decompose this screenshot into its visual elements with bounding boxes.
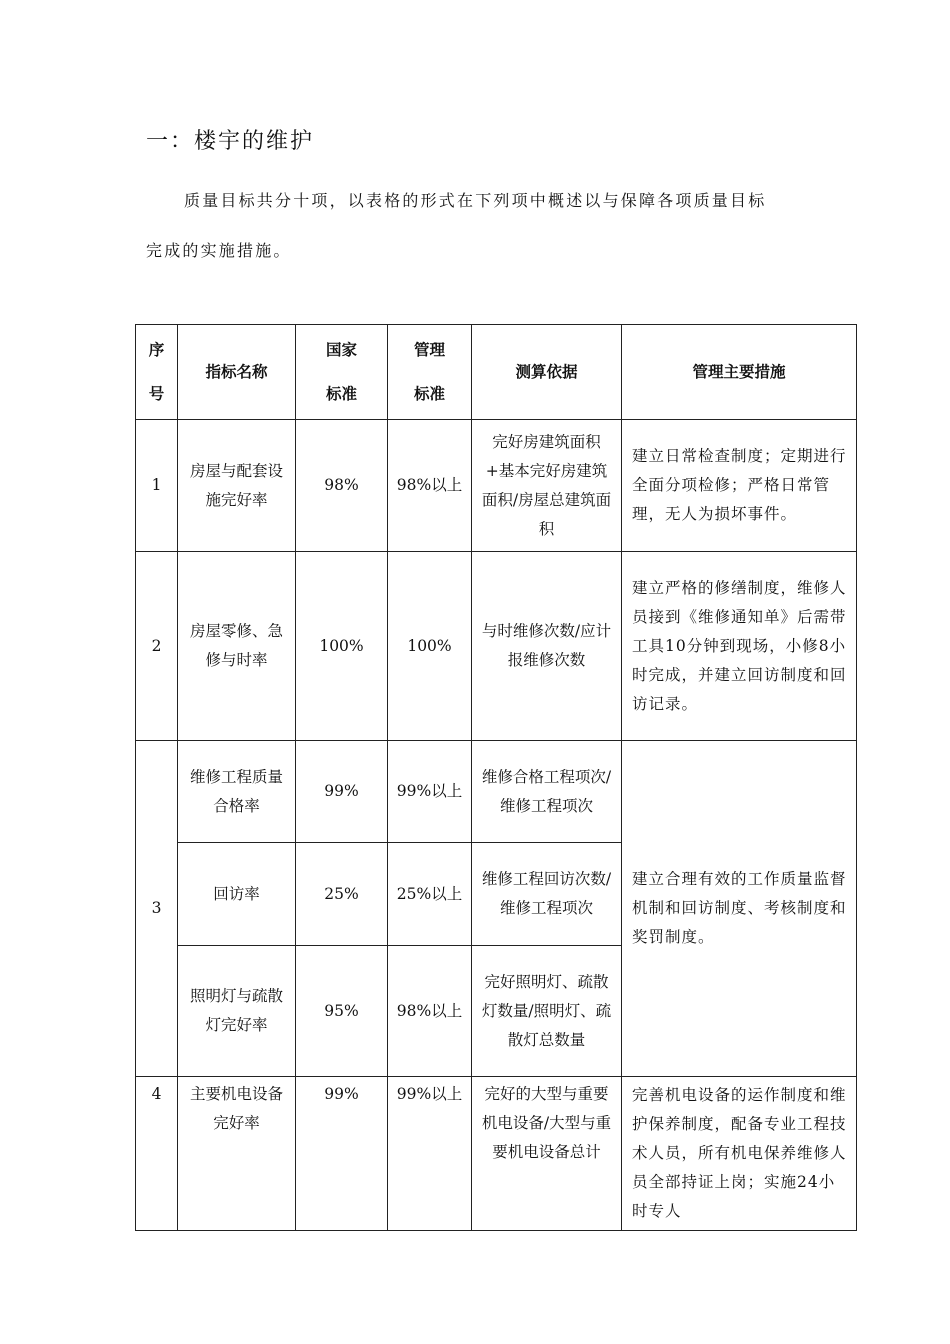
cell-basis: 完好房建筑面积+基本完好房建筑面积/房屋总建筑面积 <box>472 420 622 552</box>
table-header-row <box>136 325 857 420</box>
header-name: 指标名称 <box>178 325 296 420</box>
cell-basis: 与时维修次数/应计报维修次数 <box>472 552 622 741</box>
cell-seq: 2 <box>136 552 178 741</box>
table-row <box>136 420 857 552</box>
cell-basis: 维修合格工程项次/维修工程项次 <box>472 741 622 843</box>
cell-name: 主要机电设备完好率 <box>178 1077 296 1231</box>
cell-name: 房屋与配套设施完好率 <box>178 420 296 552</box>
table-row <box>136 552 857 741</box>
cell-national: 100% <box>296 552 388 741</box>
cell-national: 99% <box>296 741 388 843</box>
cell-mgmt: 98%以上 <box>388 946 472 1077</box>
cell-seq: 4 <box>136 1077 178 1231</box>
header-basis: 测算依据 <box>472 325 622 420</box>
cell-national: 99% <box>296 1077 388 1231</box>
cell-name: 回访率 <box>178 843 296 946</box>
cell-national: 95% <box>296 946 388 1077</box>
cell-measures: 建立合理有效的工作质量监督机制和回访制度、考核制度和奖罚制度。 <box>622 741 857 1077</box>
cell-mgmt: 100% <box>388 552 472 741</box>
cell-national: 25% <box>296 843 388 946</box>
cell-mgmt: 99%以上 <box>388 1077 472 1231</box>
cell-measures: 完善机电设备的运作制度和维护保养制度，配备专业工程技术人员，所有机电保养维修人员全部持证上岗；实施24小时专人 <box>622 1077 857 1231</box>
header-mgmt: 管理 标准 <box>388 325 472 420</box>
cell-national: 98% <box>296 420 388 552</box>
cell-basis: 完好照明灯、疏散灯数量/照明灯、疏散灯总数量 <box>472 946 622 1077</box>
header-seq: 序 号 <box>136 325 178 420</box>
quality-target-table <box>135 324 857 1231</box>
header-national: 国家 标准 <box>296 325 388 420</box>
cell-mgmt: 98%以上 <box>388 420 472 552</box>
table-row <box>136 1077 857 1231</box>
cell-seq: 1 <box>136 420 178 552</box>
cell-measures: 建立日常检查制度；定期进行全面分项检修；严格日常管理，无人为损坏事件。 <box>622 420 857 552</box>
cell-name: 房屋零修、急修与时率 <box>178 552 296 741</box>
cell-basis: 完好的大型与重要机电设备/大型与重要机电设备总计 <box>472 1077 622 1231</box>
section-heading: 一：楼宇的维护 <box>146 129 315 154</box>
table-row <box>136 741 857 843</box>
cell-name: 照明灯与疏散灯完好率 <box>178 946 296 1077</box>
cell-name: 维修工程质量合格率 <box>178 741 296 843</box>
cell-measures: 建立严格的修缮制度，维修人员接到《维修通知单》后需带工具10分钟到现场，小修8小时完成，并建立回访制度和回访记录。 <box>622 552 857 741</box>
cell-basis: 维修工程回访次数/维修工程项次 <box>472 843 622 946</box>
intro-paragraph-line1: 质量目标共分十项，以表格的形式在下列项中概述以与保障各项质量目标 <box>184 191 767 210</box>
cell-mgmt: 25%以上 <box>388 843 472 946</box>
header-measures: 管理主要措施 <box>622 325 857 420</box>
intro-paragraph-line2: 完成的实施措施。 <box>146 241 292 260</box>
cell-seq: 3 <box>136 741 178 1077</box>
cell-mgmt: 99%以上 <box>388 741 472 843</box>
